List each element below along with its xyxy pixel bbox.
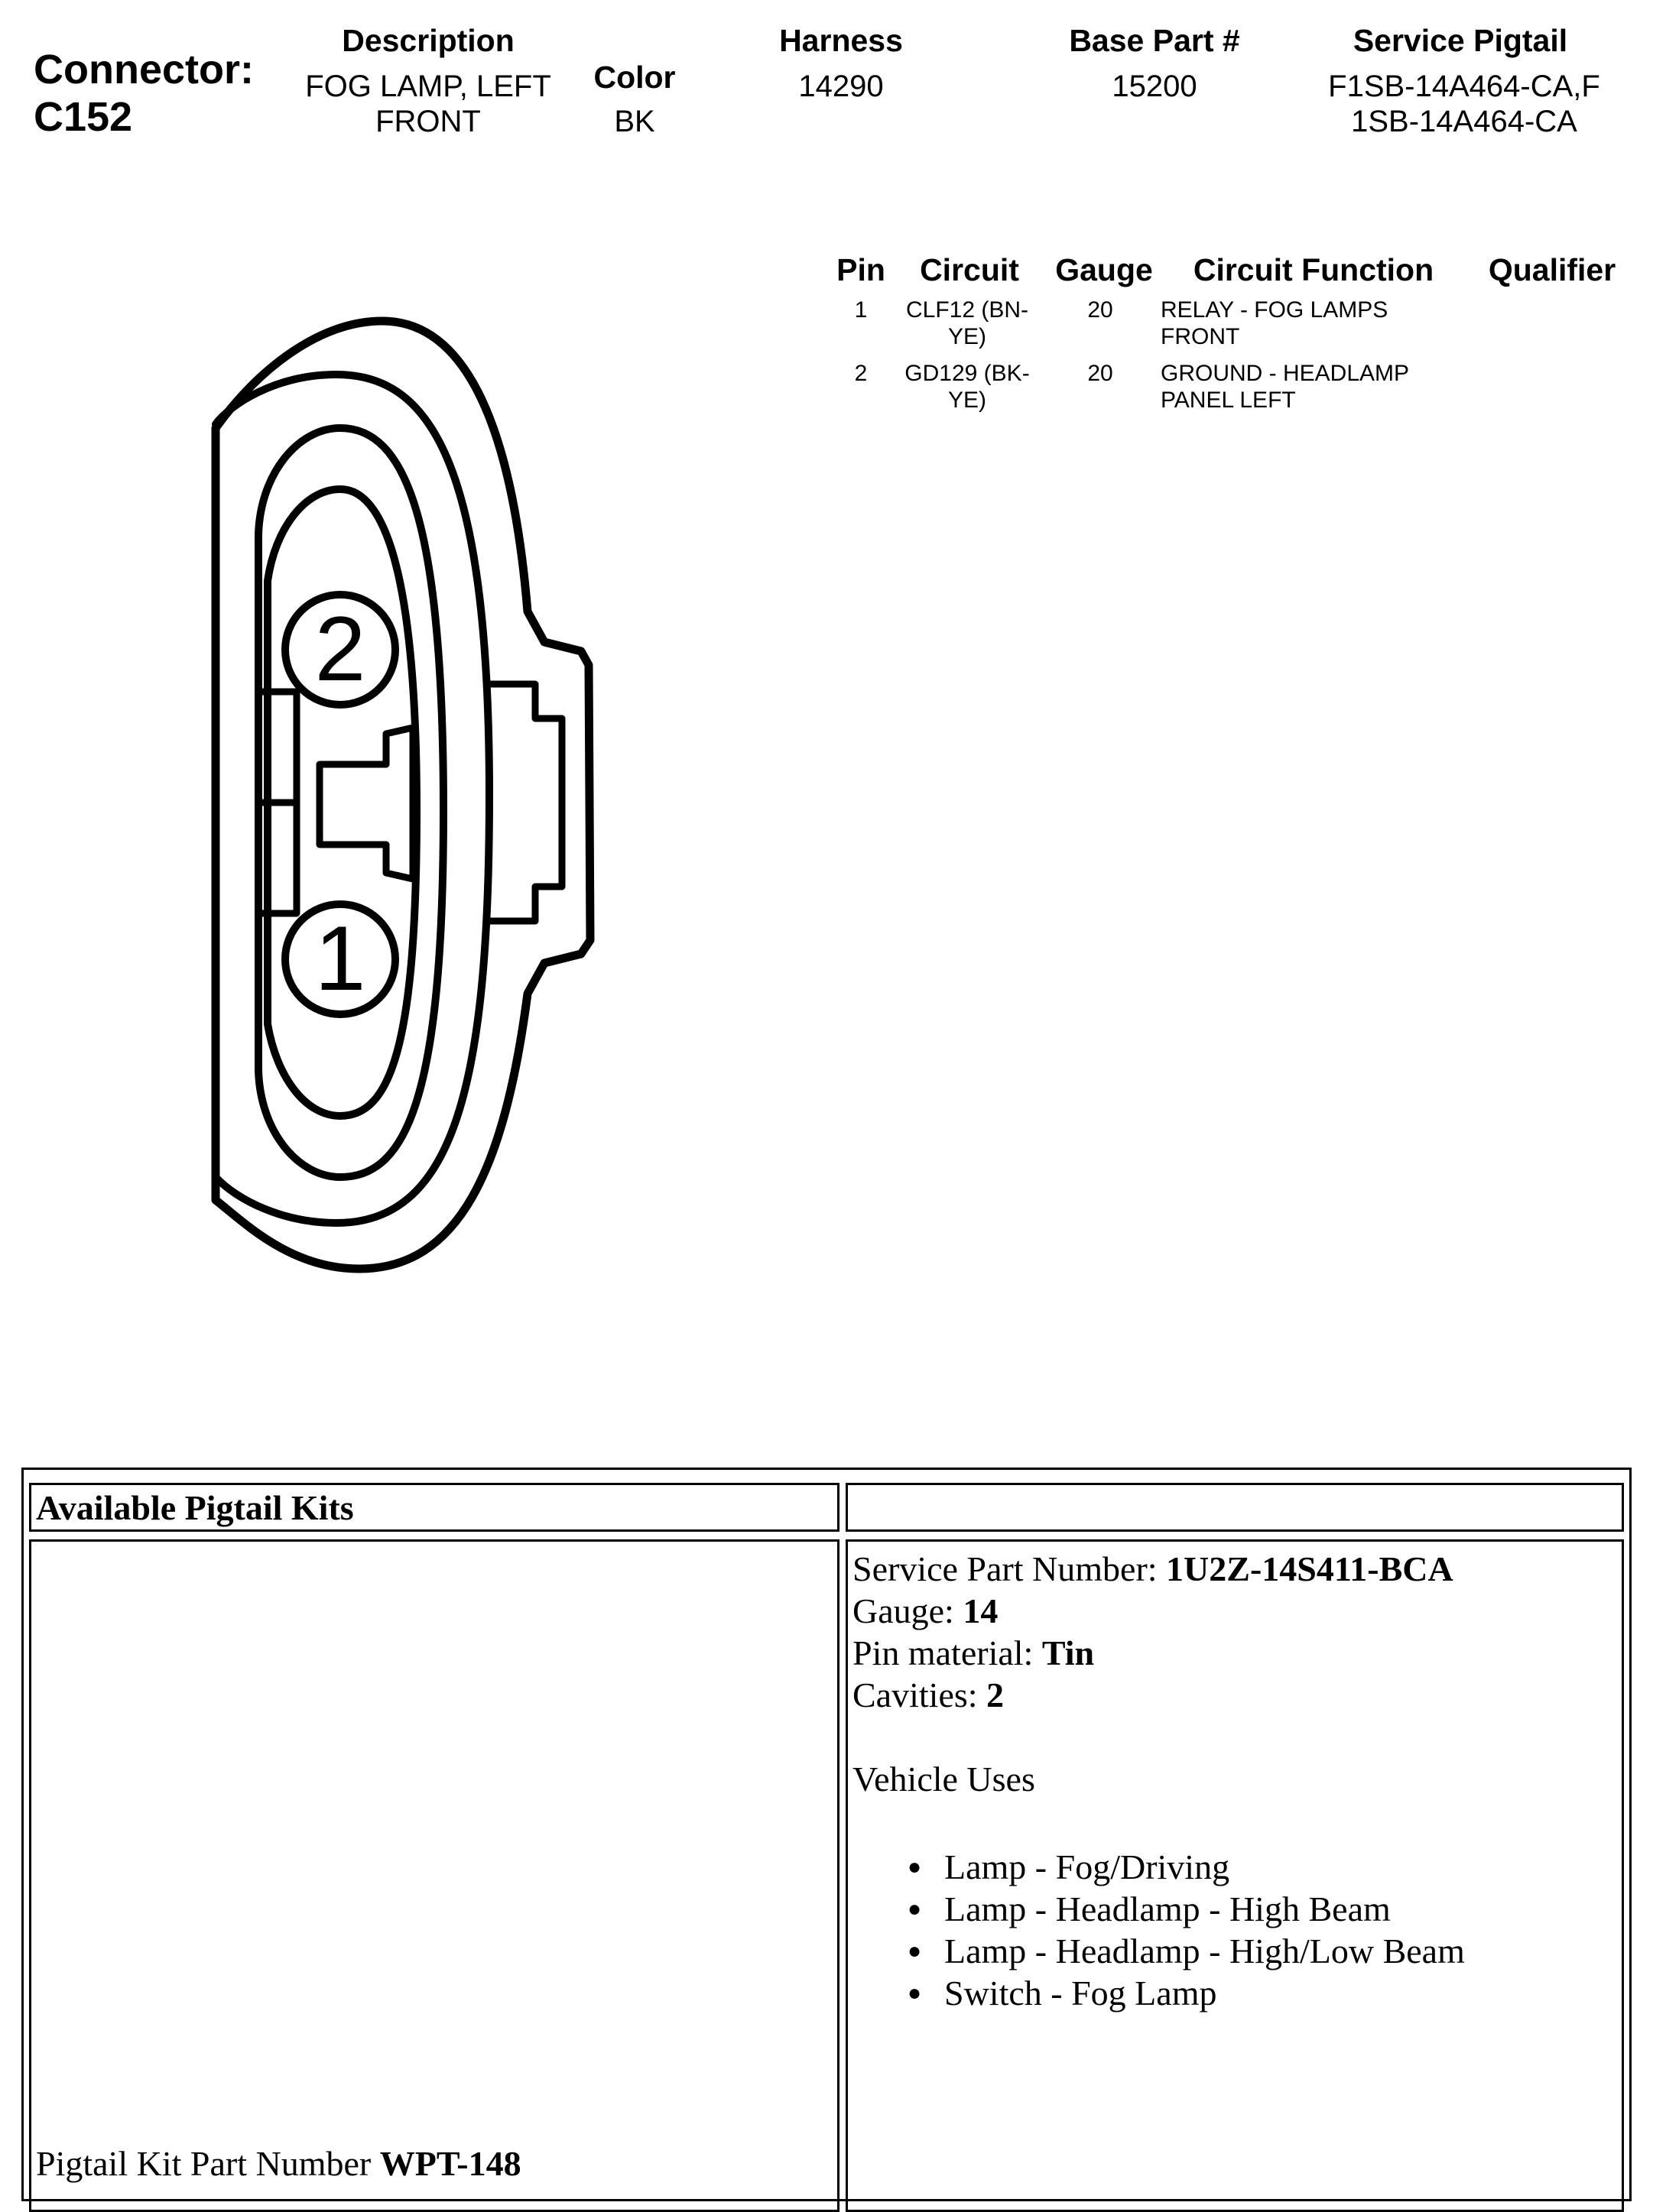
bullet-icon: ●: [908, 1896, 922, 1922]
connector-face-diagram: [183, 298, 612, 1292]
cavities-line: [852, 1674, 1465, 1716]
pigtail-kit-details-cell: [846, 1539, 1624, 2212]
gauge-value: 20: [1087, 297, 1113, 323]
connector-title-label: Connector:: [34, 47, 254, 92]
kit-gauge-value: 14: [963, 1591, 999, 1630]
list-item: [852, 1930, 1465, 1972]
latch-tab: [489, 684, 562, 921]
kit-part-value: WPT-148: [379, 2144, 521, 2183]
kit-gauge-label: Gauge:: [852, 1591, 954, 1630]
circuit-code: CLF12 (BN-YE): [905, 297, 1029, 349]
pin-number: 2: [854, 361, 868, 386]
vehicle-uses-heading: Vehicle Uses: [852, 1760, 1035, 1798]
pin-material-value: Tin: [1041, 1633, 1095, 1672]
gauge-line: [852, 1590, 1465, 1632]
pigtail-kits-header-cell: [29, 1483, 839, 1532]
vehicle-use-text: Switch - Fog Lamp: [944, 1974, 1217, 2013]
pigtail-kit-part-number: [36, 2142, 521, 2184]
circuit-function-col-header: Circuit Function: [1193, 252, 1434, 287]
list-item: [852, 1972, 1465, 2014]
bullet-icon: ●: [908, 1938, 922, 1964]
base-part-value: 15200: [1112, 70, 1197, 103]
cavity-1-label: 1: [314, 907, 366, 1010]
vehicle-use-text: Lamp - Headlamp - High/Low Beam: [944, 1931, 1465, 1970]
description-header: Description: [342, 23, 515, 58]
pigtail-kit-image-cell: [29, 1539, 839, 2212]
vehicle-use-text: Lamp - Fog/Driving: [944, 1847, 1230, 1886]
kit-part-label: Pigtail Kit Part Number: [36, 2144, 372, 2183]
pigtail-kit-details: [852, 1548, 1465, 2014]
service-pigtail-header: Service Pigtail: [1353, 23, 1568, 58]
connector-title: [34, 46, 254, 141]
circuit-function: GROUND - HEADLAMP PANEL LEFT: [1161, 361, 1409, 413]
cavities-label: Cavities:: [852, 1675, 978, 1714]
pin-material-line: [852, 1632, 1465, 1674]
connector-id: C152: [34, 94, 133, 140]
vehicle-use-text: Lamp - Headlamp - High Beam: [944, 1889, 1391, 1928]
service-pigtail-value: F1SB-14A464-CA,F1SB-14A464-CA: [1328, 70, 1600, 138]
pigtail-kits-title: Available Pigtail Kits: [36, 1488, 354, 1527]
service-part-label: Service Part Number:: [852, 1549, 1158, 1588]
list-item: [852, 1888, 1465, 1930]
circuit-col-header: Circuit: [920, 252, 1019, 287]
gauge-col-header: Gauge: [1055, 252, 1153, 287]
circuit-code: GD129 (BK-YE): [904, 361, 1030, 413]
service-part-line: [852, 1548, 1465, 1590]
list-item: [852, 1846, 1465, 1888]
color-header: Color: [593, 60, 676, 95]
qualifier-col-header: Qualifier: [1488, 252, 1616, 287]
pin-number: 1: [854, 297, 868, 323]
pin-col-header: Pin: [836, 252, 885, 287]
color-value: BK: [614, 105, 655, 138]
cavities-value: 2: [986, 1675, 1005, 1714]
gauge-value: 20: [1087, 361, 1113, 386]
harness-value: 14290: [798, 70, 884, 103]
harness-header: Harness: [779, 23, 903, 58]
pin-material-label: Pin material:: [852, 1633, 1034, 1672]
bullet-icon: ●: [908, 1980, 922, 2006]
center-key: [320, 728, 413, 879]
pigtail-kits-header-cell-right: [846, 1483, 1624, 1532]
cavity-2-label: 2: [314, 598, 366, 700]
base-part-header: Base Part #: [1069, 23, 1240, 58]
vehicle-uses-list: [852, 1846, 1465, 2014]
bullet-icon: ●: [908, 1854, 922, 1880]
circuit-function: RELAY - FOG LAMPS FRONT: [1161, 297, 1388, 349]
description-value: FOG LAMP, LEFT FRONT: [305, 70, 551, 138]
service-part-value: 1U2Z-14S411-BCA: [1166, 1549, 1453, 1588]
